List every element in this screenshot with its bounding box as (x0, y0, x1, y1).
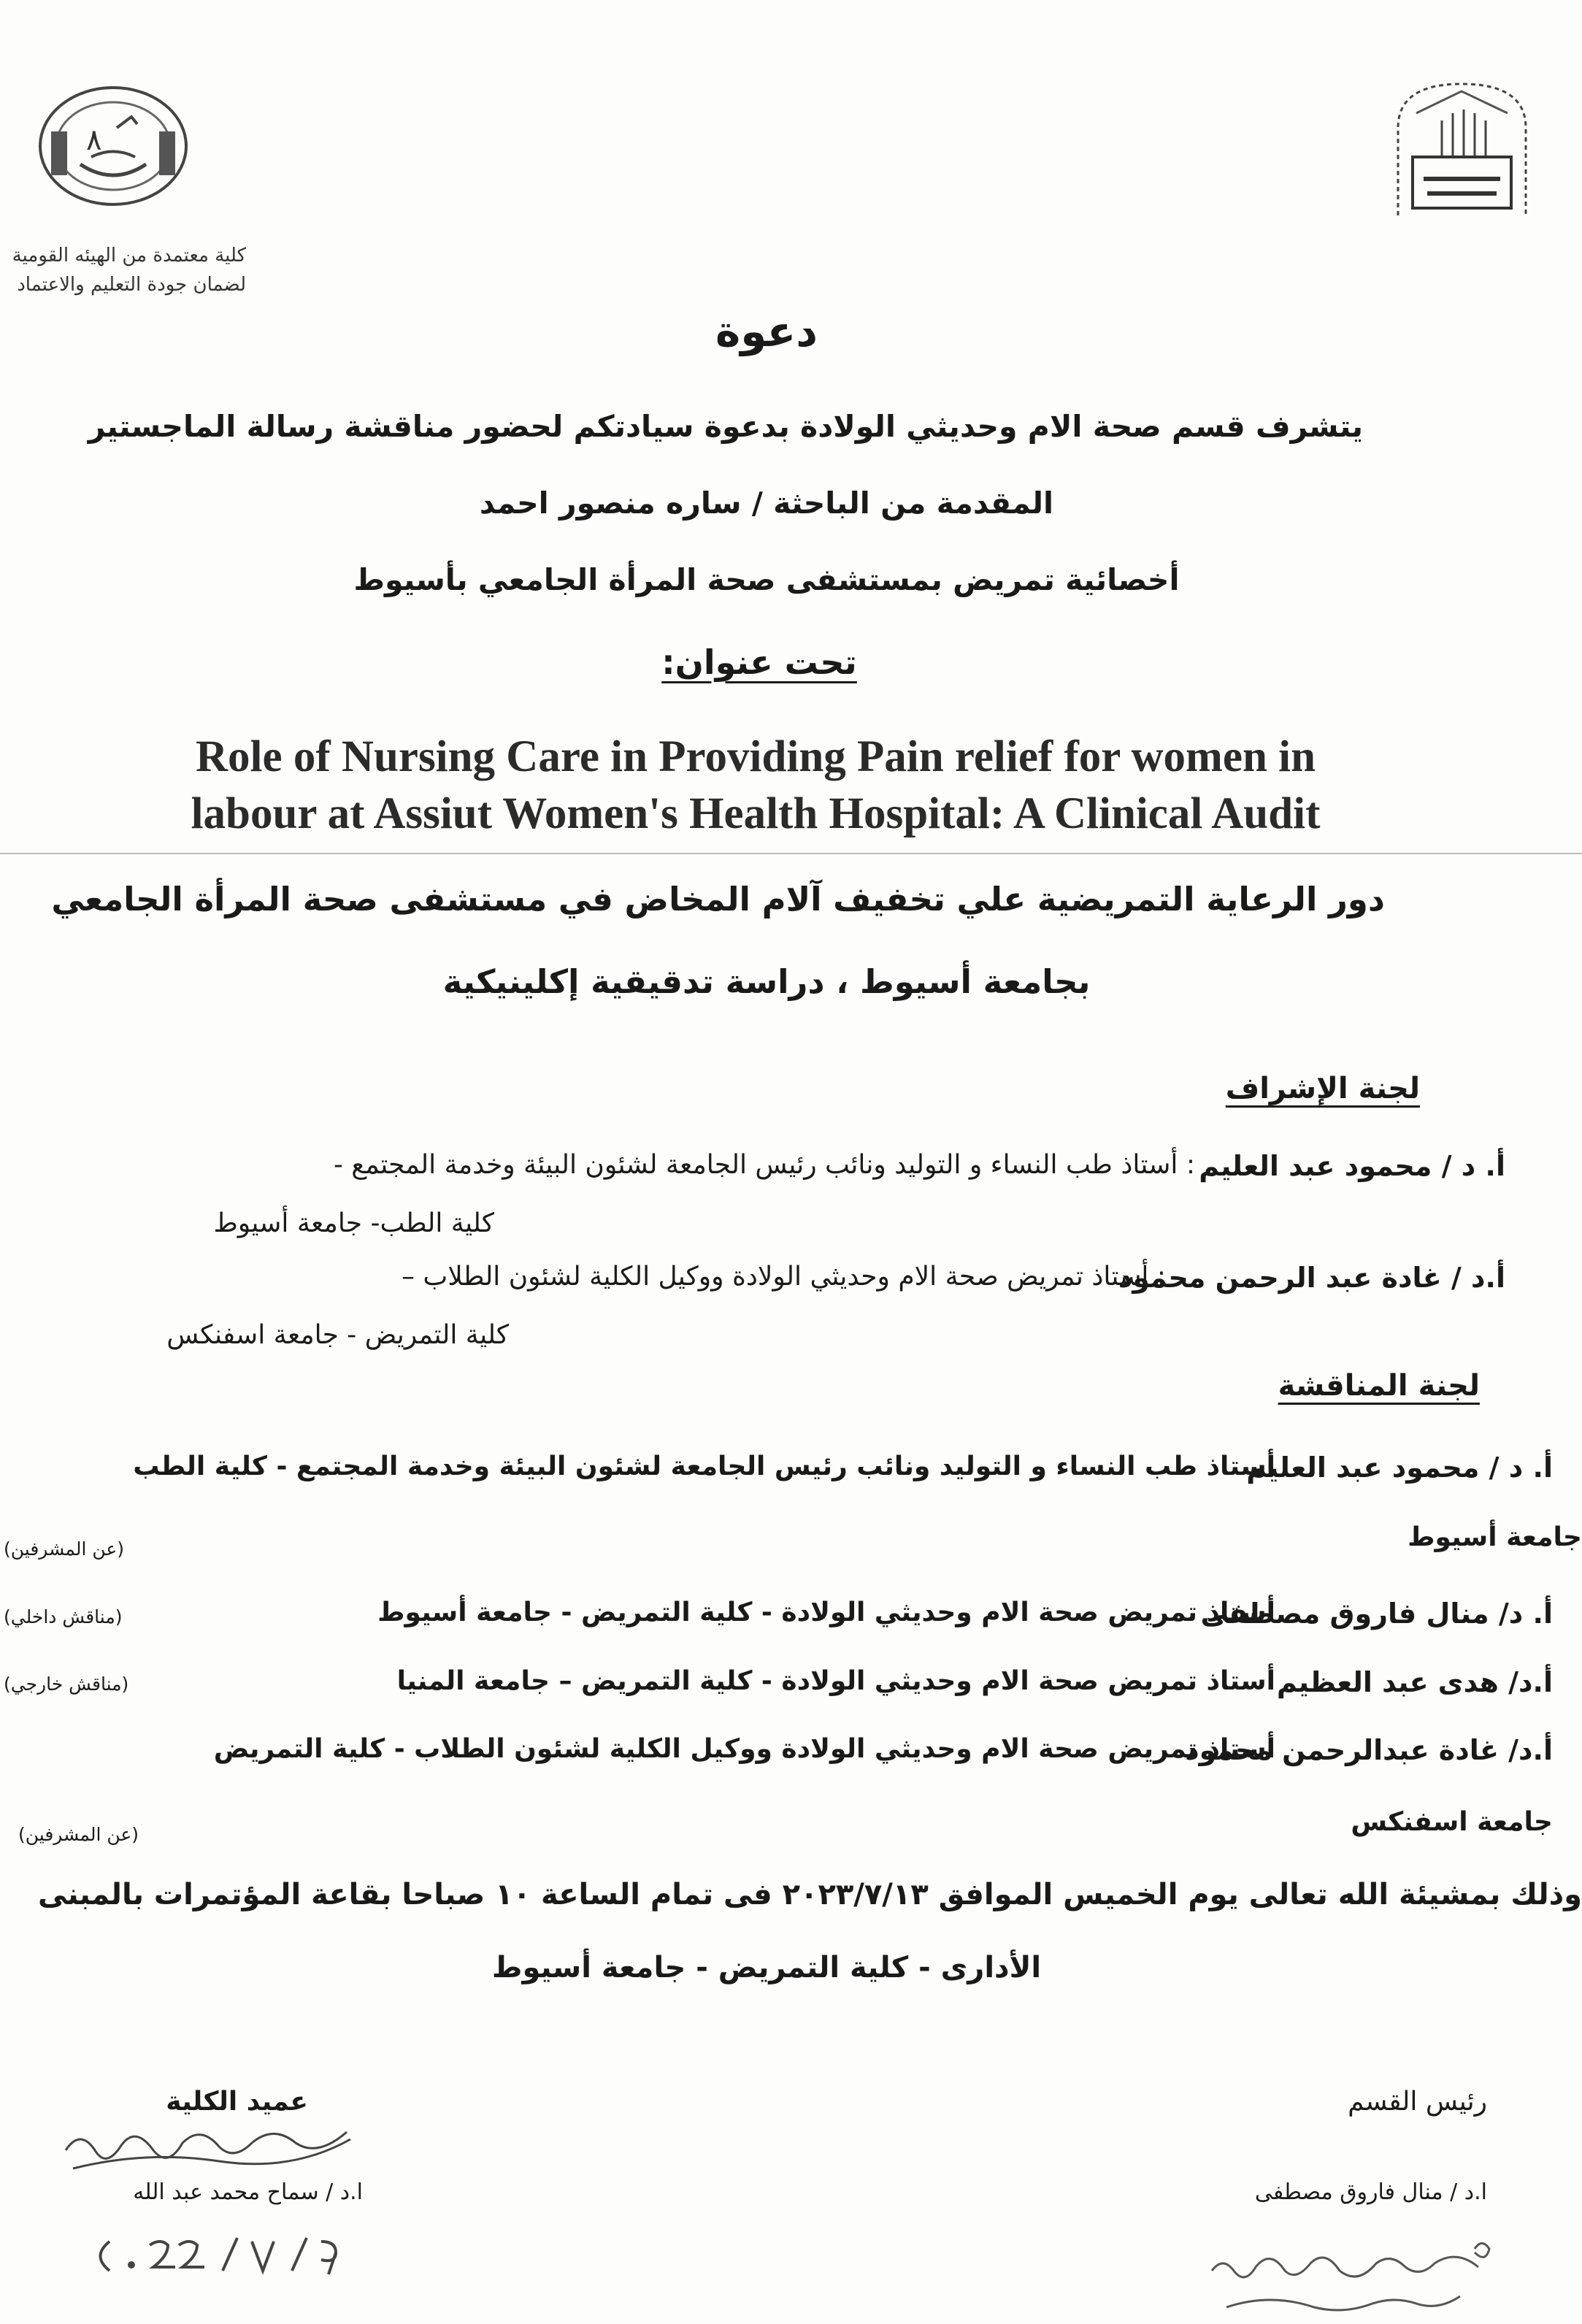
intro-line-3: أخصائية تمريض بمستشفى صحة المرأة الجامعي بأسيوط (353, 562, 1180, 597)
committee-member-role: (مناقش داخلي) (4, 1606, 123, 1627)
closing-line-2: الأدارى - كلية التمريض - جامعة أسيوط (491, 1951, 1042, 1984)
committee-member-name: أ.د/ هدى عبد العظيم (1276, 1666, 1553, 1698)
supervisor-title: : أستاذ طب النساء و التوليد ونائب رئيس الجامعة لشئون البيئة وخدمة المجتمع - (333, 1150, 1195, 1180)
subtitle: تحت عنوان: (661, 643, 857, 682)
supervision-heading: لجنة الإشراف (1225, 1072, 1420, 1105)
department-head-role: رئيس القسم (1348, 2087, 1487, 2117)
page-title: دعوة (715, 307, 818, 356)
accreditation-line-2: لضمان جودة التعليم والاعتماد (17, 274, 246, 296)
committee-heading: لجنة المناقشة (1278, 1369, 1480, 1403)
committee-member-continuation: جامعة أسيوط (1408, 1522, 1582, 1552)
dean-signature-icon (58, 2114, 365, 2179)
committee-member-title: أستاذ طب النساء و التوليد ونائب رئيس الجامعة لشئون البيئة وخدمة المجتمع - كلية الطب (133, 1451, 1275, 1481)
svg-text:٨: ٨ (86, 123, 102, 157)
committee-member-name: أ.د/ غادة عبدالرحمن محمود (1185, 1734, 1553, 1766)
supervisor-name: أ.د / غادة عبد الرحمن محمود (1118, 1262, 1505, 1294)
accreditation-line-1: كلية معتمدة من الهيئه القومية (12, 245, 246, 266)
nursing-faculty-seal-icon (29, 77, 197, 212)
committee-member-role: (عن المشرفين) (4, 1538, 125, 1560)
committee-member-title: أستاذ تمريض صحة الام وحديثي الولادة - كلية التمريض - جامعة أسيوط (377, 1598, 1275, 1627)
thesis-title-arabic-line-2: بجامعة أسيوط ، دراسة تدقيقية إكلينيكية (442, 962, 1091, 1001)
supervisor-affiliation: كلية الطب- جامعة أسيوط (213, 1208, 494, 1238)
closing-line-1: وذلك بمشيئة الله تعالى يوم الخميس الموافق ٢٠٢٣/٧/١٣ فى تمام الساعة ١٠ صباحا بقاعة المؤتمرات بالمبنى (37, 1878, 1582, 1911)
dean-role: عميد الكلية (166, 2087, 308, 2117)
committee-member-name: أ. د / محمود عبد العليم (1246, 1451, 1553, 1484)
supervisor-name: أ. د / محمود عبد العليم (1199, 1150, 1505, 1182)
dean-date-handwriting-icon (88, 2220, 365, 2293)
thesis-title-arabic-line-1: دور الرعاية التمريضية علي تخفيف آلام المخاض في مستشفى صحة المرأة الجامعي (51, 880, 1385, 919)
department-head-name: ا.د / منال فاروق مصطفى (1254, 2179, 1487, 2205)
committee-member-role: (مناقش خارجي) (4, 1673, 129, 1695)
supervisor-title: : أستاذ تمريض صحة الام وحديثي الولادة ووكيل الكلية لشئون الطلاب – (401, 1262, 1166, 1292)
supervisor-affiliation: كلية التمريض - جامعة اسفنكس (166, 1320, 509, 1350)
intro-line-1: يتشرف قسم صحة الام وحديثي الولادة بدعوة سيادتكم لحضور مناقشة رسالة الماجستير (88, 409, 1363, 444)
committee-member-title: أستاذ تمريض صحة الام وحديثي الولادة - كلية التمريض – جامعة المنيا (396, 1666, 1275, 1696)
thesis-title-english-line-1: Role of Nursing Care in Providing Pain relief for women in (196, 732, 1316, 781)
committee-member-role: (عن المشرفين) (18, 1824, 139, 1845)
committee-member-title: أستاذ تمريض صحة الام وحديثي الولادة ووكيل الكلية لشئون الطلاب - كلية التمريض (213, 1734, 1275, 1764)
assiut-university-logo-icon (1383, 69, 1540, 219)
committee-member-continuation: جامعة اسفنكس (1351, 1807, 1553, 1837)
divider (0, 853, 1582, 854)
committee-member-name: أ. د/ منال فاروق مصطفى (1200, 1598, 1553, 1630)
dean-name: ا.د / سماح محمد عبد الله (133, 2179, 363, 2205)
thesis-title-english-line-2: labour at Assiut Women's Health Hospital: A Clinical Audit (191, 789, 1321, 838)
department-head-signature-icon (1197, 2220, 1511, 2322)
intro-line-2: المقدمة من الباحثة / ساره منصور احمد (479, 486, 1054, 521)
